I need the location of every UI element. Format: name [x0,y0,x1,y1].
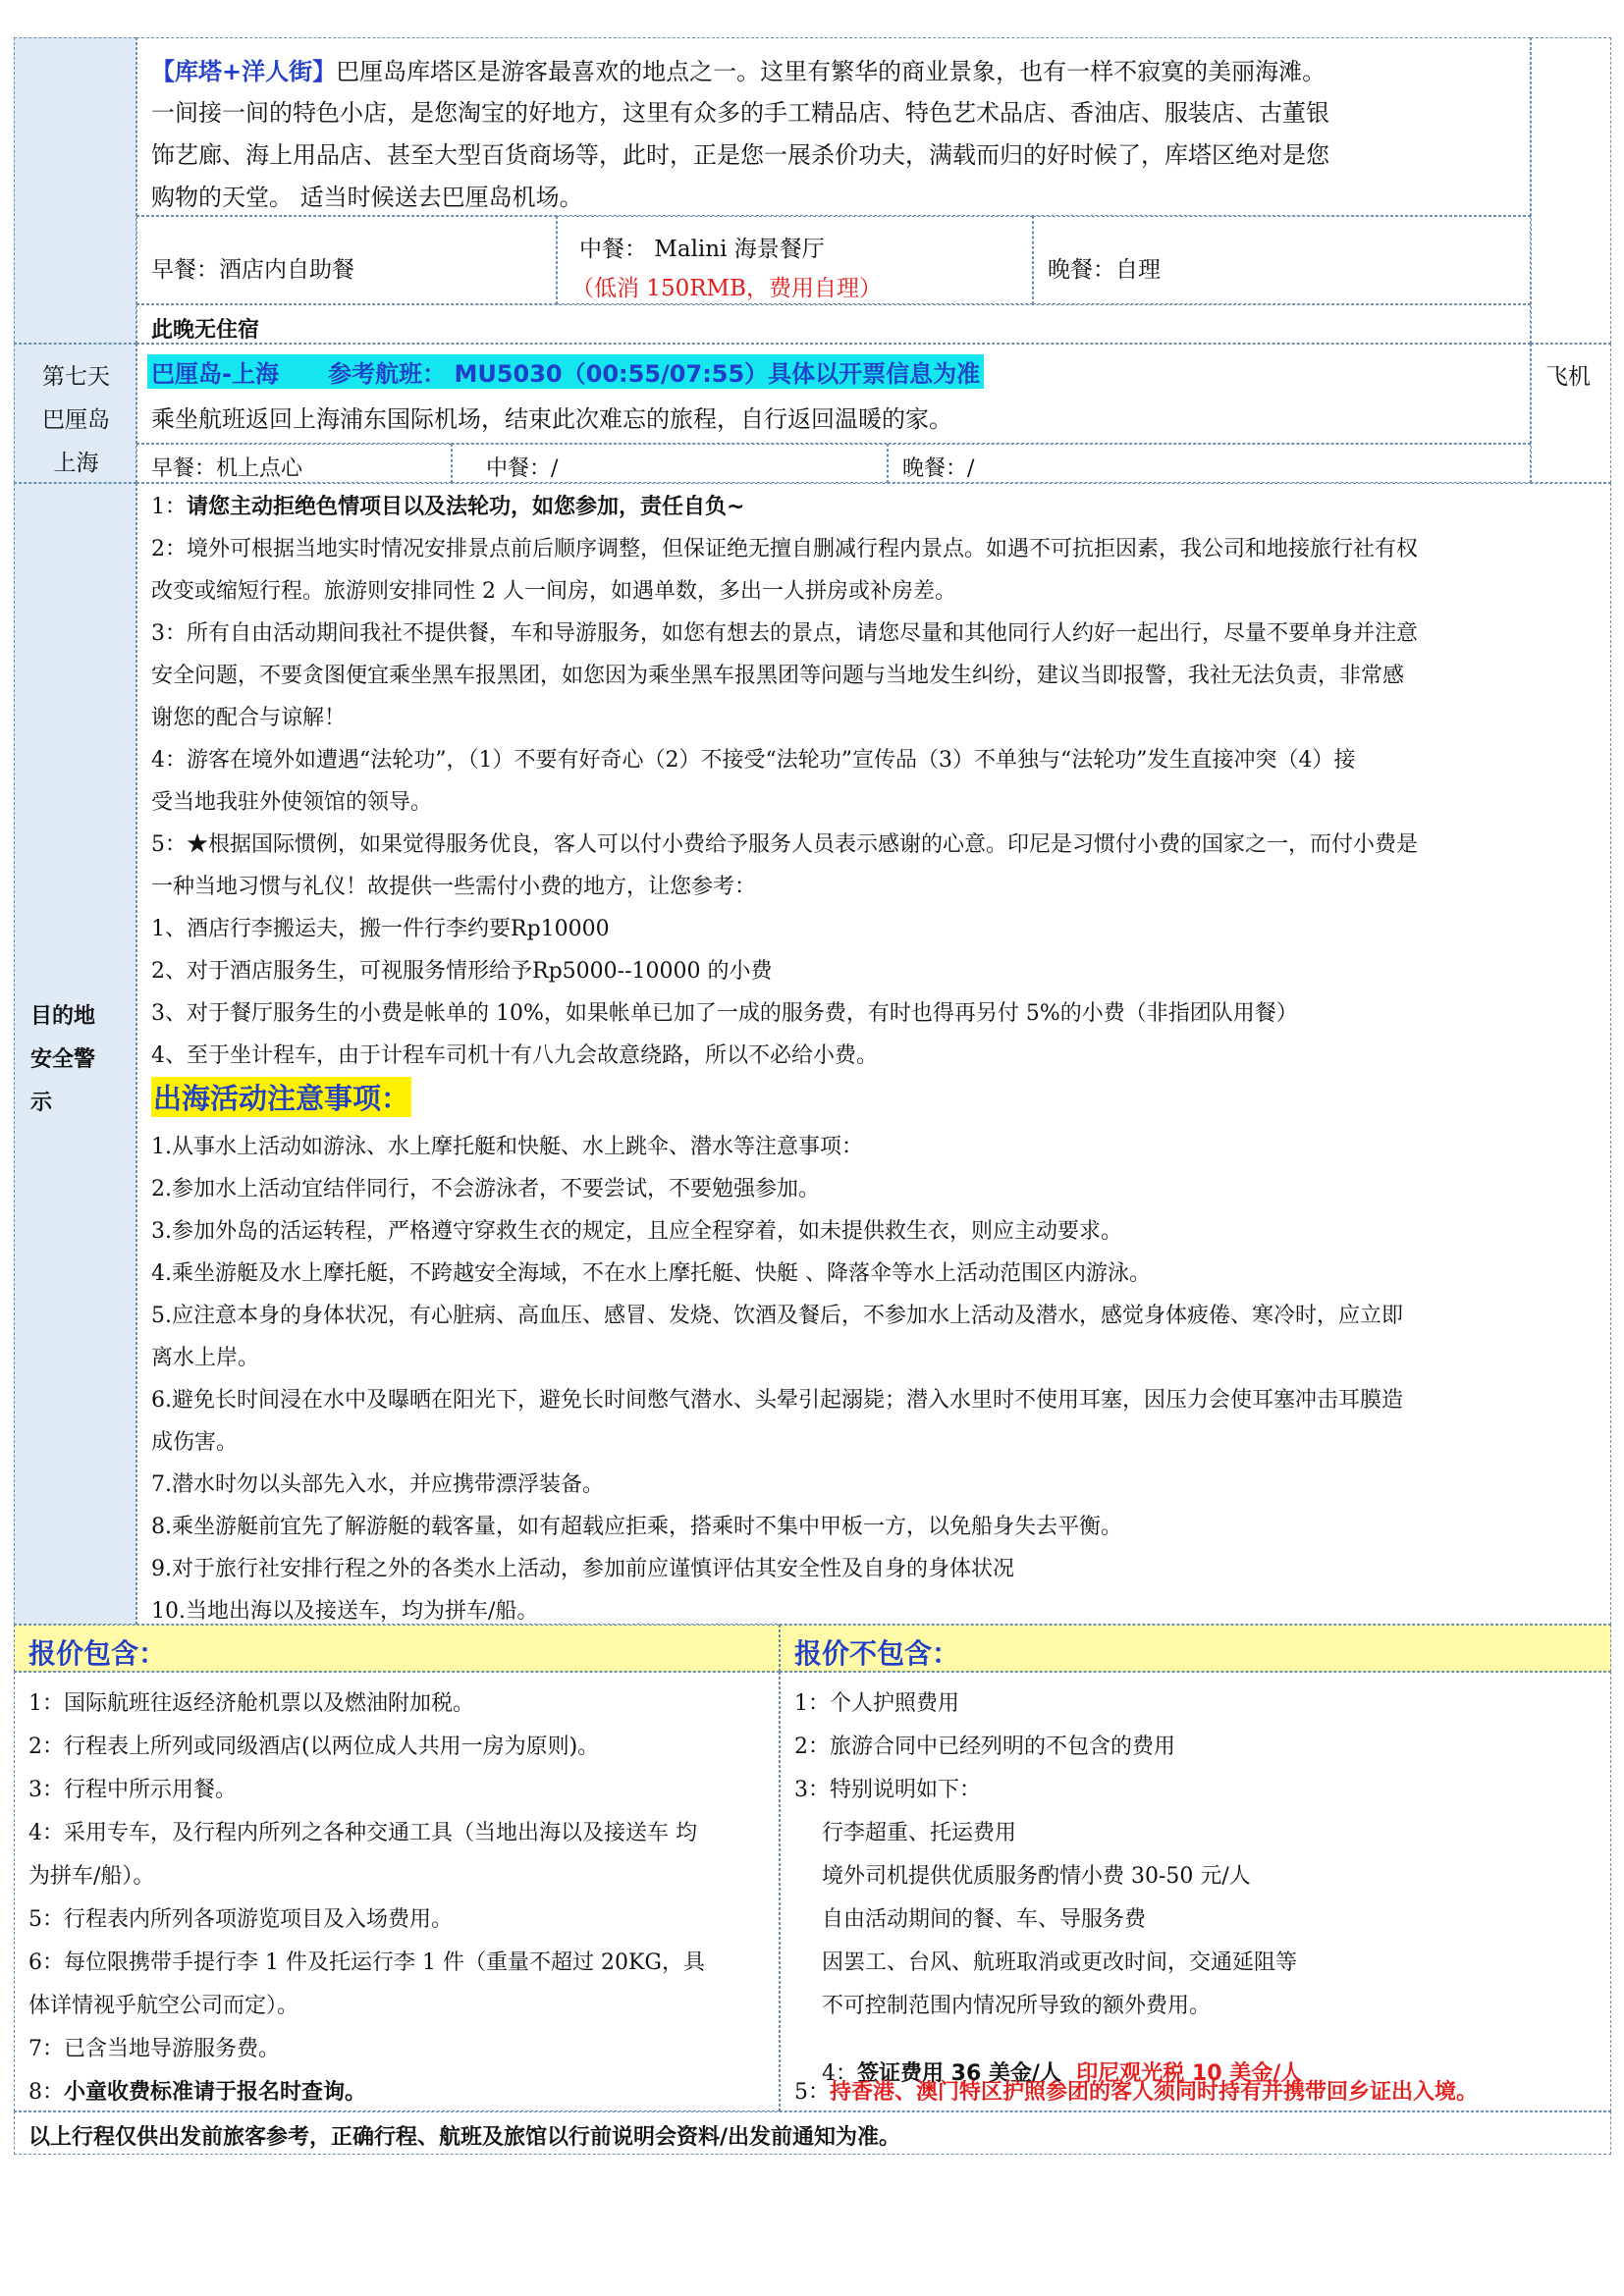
day6-para-line2: 一间接一间的特色小店，是您淘宝的好地方，这里有众多的手工精品店、特色艺术品店、香油店、服装店、古董银 [151,99,1329,127]
day6-left-label-cell [14,37,136,344]
day7-label-cell [14,344,136,483]
day6-breakfast-cell [136,216,557,304]
footer-note: 以上行程仅供出发前旅客参考，正确行程、航班及旅馆以行前说明会资料/出发前通知为准。 [28,2125,901,2150]
exclude-line-4: 4：签证费用 36 美金/人 印尼观光税 10 美金/人 [821,2061,1303,2086]
exclude-line: 自由活动期间的餐、车、导服务费 [794,1907,1146,1932]
day6-lunch: 中餐： Malini 海景餐厅 [579,237,825,262]
exclude-line: 2：旅游合同中已经列明的不包含的费用 [794,1735,1175,1759]
day6-hotel: 此晚无住宿 [151,318,260,343]
day7-flight-label: 参考航班： [328,360,447,388]
day7-lunch-cell [452,444,888,483]
sea-line: 5.应注意本身的身体状况，有心脏病、高血压、感冒、发烧、饮酒及餐后，不参加水上活动及潜水，感觉身体疲倦、寒冷时，应立即 [151,1304,1403,1328]
day6-dinner-cell [1033,216,1531,304]
sea-line: 4.乘坐游艇及水上摩托艇，不跨越安全海域，不在水上摩托艇、快艇 、降落伞等水上活动范围区内游泳。 [151,1261,1151,1286]
sea-line: 离水上岸。 [151,1346,260,1370]
footer-cell [14,2111,1611,2155]
sea-line: 6.避免长时间浸在水中及曝晒在阳光下，避免长时间憋气潜水、头晕引起溺毙；潜入水里时不使用耳塞，因压力会使耳塞冲击耳膜造 [151,1388,1403,1413]
safety-line: 一种当地习惯与礼仪！故提供一些需付小费的地方，让您参考： [151,875,757,899]
include-line: 1：国际航班往返经济舱机票以及燃油附加税。 [28,1691,474,1716]
tourist-tax: 印尼观光税 10 美金/人 [1060,2061,1303,2086]
day6-right-cell [1531,37,1611,344]
include-line-8: 8：小童收费标准请于报名时查询。 [28,2080,367,2105]
safety-line: 2：境外可根据当地实时情况安排景点前后顺序调整，但保证绝无擅自删减行程内景点。如遇不可抗拒因素，我公司和地接旅行社有权 [151,537,1419,561]
safety-line: 3：所有自由活动期间我社不提供餐，车和导游服务，如您有想去的景点，请您尽量和其他同行人约好一起出行，尽量不要单身并注意 [151,621,1419,646]
day7-content-cell [136,344,1531,444]
day6-para-line3: 饰艺廊、海上用品店、甚至大型百货商场等，此时，正是您一展杀价功夫，满载而归的好时候了，库塔区绝对是您 [151,141,1329,169]
exclude-line: 3：特别说明如下： [794,1778,981,1802]
safety-line-1-bold: 请您主动拒绝色情项目以及法轮功，如您参加，责任自负~ [187,495,745,519]
day7-dinner: 晚餐：/ [902,456,975,481]
include-title-cell [14,1625,780,1672]
visa-fee: 签证费用 36 美金/人 [856,2061,1061,2086]
safety-line-1: 1：请您主动拒绝色情项目以及法轮功，如您参加，责任自负~ [151,495,745,519]
sea-activity-title: 出海活动注意事项： [151,1077,411,1117]
safety-line: 安全问题，不要贪图便宜乘坐黑车报黑团，如您因为乘坐黑车报黑团等问题与当地发生纠纷，建议当即报警，我社无法负责，非常感 [151,664,1405,688]
day6-lunch-note: （低消 150RMB，费用自理） [571,276,882,301]
sea-line: 成伤害。 [151,1430,239,1455]
sea-line: 2.参加水上活动宜结伴同行，不会游泳者，不要尝试，不要勉强参加。 [151,1177,820,1201]
day7-route-line [147,354,984,389]
include-line: 6：每位限携带手提行李 1 件及托运行李 1 件（重量不超过 20KG，具 [28,1950,705,1975]
exclude-line: 境外司机提供优质服务酌情小费 30-50 元/人 [794,1864,1251,1889]
day7-lunch: 中餐：/ [486,456,559,481]
sea-line: 3.参加外岛的活运转程，严格遵守穿救生衣的规定，且应全程穿着，如未提供救生衣，则应主动要求。 [151,1219,1122,1244]
sea-line: 8.乘坐游艇前宜先了解游艇的载客量，如有超载应拒乘，搭乘时不集中甲板一方，以免船身失去平衡。 [151,1515,1122,1539]
day7-flight: MU5030（00:55/07:55）具体以开票信息为准 [446,360,981,388]
exclude-content-cell [780,1672,1611,2111]
include-line: 4：采用专车，及行程内所列之各种交通工具（当地出海以及接送车 均 [28,1821,697,1845]
sea-line: 10.当地出海以及接送车，均为拼车/船。 [151,1599,539,1624]
include-line: 5：行程表内所列各项游览项目及入场费用。 [28,1907,453,1932]
safety-label-1: 目的地 [30,1004,96,1029]
day7-dinner-cell [888,444,1531,483]
safety-label-2: 安全警 [30,1047,96,1072]
day6-hotel-cell [136,304,1531,344]
include-content-cell [14,1672,780,2111]
hk-macau-note: 持香港、澳门特区护照参团的客人须同时持有并携带回乡证出入境。 [830,2080,1479,2105]
day6-lunch-cell [557,216,1033,304]
day7-transport: 飞机 [1545,364,1591,390]
safety-line: 受当地我驻外使领馆的领导。 [151,790,433,815]
safety-content-cell [136,483,1611,1625]
day6-para-tag: 【库塔+洋人街】 [151,58,337,85]
day6-dinner: 晚餐：自理 [1048,257,1161,283]
safety-line: 1、酒店行李搬运夫，搬一件行李约要Rp10000 [151,917,610,941]
day7-label-from: 巴厘岛 [42,407,110,433]
day6-para-line1: 【库塔+洋人街】巴厘岛库塔区是游客最喜欢的地点之一。这里有繁华的商业景象，也有一样不寂寞的美丽海滩。 [151,58,1326,85]
day7-route: 巴厘岛-上海 [151,360,279,388]
include-line: 3：行程中所示用餐。 [28,1778,237,1802]
safety-label-3: 示 [30,1091,53,1115]
safety-label-cell [14,483,136,1625]
include-line: 为拼车/船）。 [28,1864,155,1889]
safety-line: 3、对于餐厅服务生的小费是帐单的 10%，如果帐单已加了一成的服务费，有时也得再另付 5%的小费（非指团队用餐） [151,1001,1298,1026]
include-line: 2：行程表上所列或同级酒店(以两位成人共用一房为原则)。 [28,1735,600,1759]
include-title: 报价包含： [28,1637,167,1670]
exclude-line: 1：个人护照费用 [794,1691,959,1716]
sea-line: 1.从事水上活动如游泳、水上摩托艇和快艇、水上跳伞、潜水等注意事项： [151,1135,863,1159]
exclude-line: 行李超重、托运费用 [794,1821,1016,1845]
day7-breakfast: 早餐：机上点心 [151,456,303,481]
include-line: 7：已含当地导游服务费。 [28,2037,280,2061]
safety-line: 改变或缩短行程。旅游则安排同性 2 人一间房，如遇单数，多出一人拼房或补房差。 [151,579,956,604]
exclude-line-5: 5：持香港、澳门特区护照参团的客人须同时持有并携带回乡证出入境。 [794,2080,1479,2105]
safety-line: 2、对于酒店服务生，可视服务情形给予Rp5000--10000 的小费 [151,959,773,984]
day6-breakfast: 早餐：酒店内自助餐 [151,257,354,283]
day7-desc: 乘坐航班返回上海浦东国际机场，结束此次难忘的旅程，自行返回温暖的家。 [151,405,952,433]
safety-line: 4：游客在境外如遭遇“法轮功”，（1）不要有好奇心（2）不接受“法轮功”宣传品（3）不单独与“法轮功”发生直接冲突（4）接 [151,748,1356,773]
day7-label-day: 第七天 [42,364,110,390]
include-line: 体详情视乎航空公司而定）。 [28,1994,299,2018]
safety-line: 谢您的配合与谅解！ [151,706,347,730]
exclude-line: 因罢工、台风、航班取消或更改时间，交通延阻等 [794,1950,1297,1975]
safety-line: 5：★根据国际惯例，如果觉得服务优良，客人可以付小费给予服务人员表示感谢的心意。印尼是习惯付小费的国家之一，而付小费是 [151,832,1419,857]
exclude-line: 不可控制范围内情况所导致的额外费用。 [794,1994,1211,2018]
day7-transport-cell [1531,344,1611,483]
sea-line: 9.对于旅行社安排行程之外的各类水上活动，参加前应谨慎评估其安全性及自身的身体状况 [151,1557,1014,1581]
day6-para-line4: 购物的天堂。 适当时候送去巴厘岛机场。 [151,184,583,211]
day7-label-to: 上海 [53,451,99,476]
day7-breakfast-cell [136,444,452,483]
sea-line: 7.潜水时勿以头部先入水，并应携带漂浮装备。 [151,1472,604,1497]
exclude-title: 报价不包含： [794,1637,960,1670]
include-line-8-bold: 小童收费标准请于报名时查询。 [64,2080,367,2105]
exclude-title-cell [780,1625,1611,1672]
safety-line: 4、至于坐计程车，由于计程车司机十有八九会故意绕路，所以不必给小费。 [151,1043,878,1068]
day6-content-cell [136,37,1531,216]
